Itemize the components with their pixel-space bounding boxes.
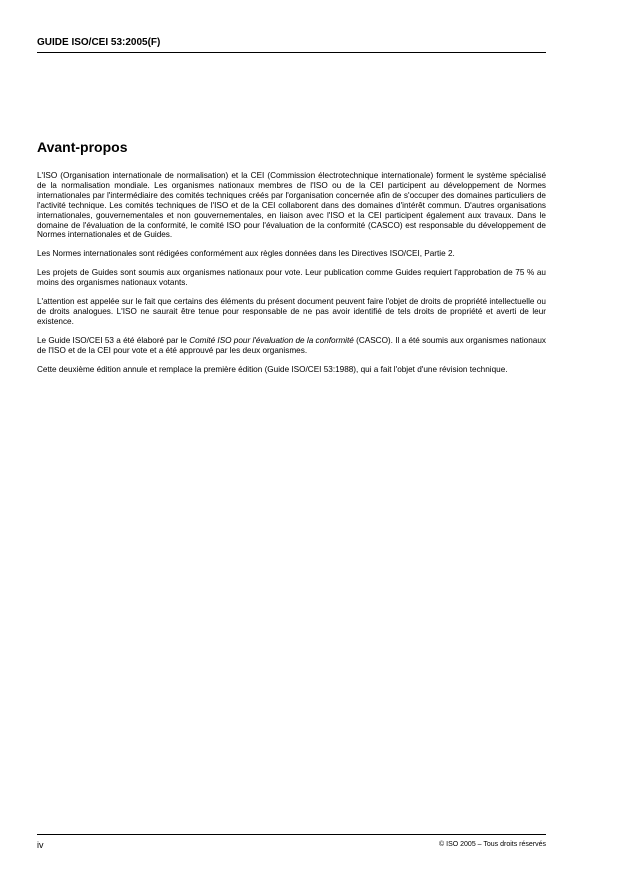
paragraph-3: Les projets de Guides sont soumis aux organismes nationaux pour vote. Leur publication comme Guides requiert l'approbation de 75 % au moins des organismes nationaux votants.: [37, 268, 546, 288]
paragraph-4: L'attention est appelée sur le fait que certains des éléments du présent document peuvent faire l'objet de droits de propriété intellectuelle ou de droits analogues. L'ISO ne saurait être tenue pour responsable de ne pas avoir identifié de tels droits de propriété et averti de leur existence.: [37, 297, 546, 326]
committee-name: Comité ISO pour l'évaluation de la conformité: [189, 335, 354, 345]
header-divider: [37, 52, 546, 53]
paragraph-1: L'ISO (Organisation internationale de normalisation) et la CEI (Commission électrotechnique internationale) forment le système spécialisé de la normalisation mondiale. Les organismes nationaux membres de l'ISO ou de la CEI participent au développement de Normes internationales par l'intermédiaire des comités techniques créés par l'organisation concernée afin de s'occuper des domaines particuliers de l'activité technique. Les comités techniques de l'ISO et de la CEI collaborent dans des domaines d'intérêt commun. D'autres organisations internationales, gouvernementales et non gouvernementales, en liaison avec l'ISO et la CEI participent également aux travaux. Dans le domaine de l'évaluation de la conformité, le comité ISO pour l'évaluation de la conformité (CASCO) est responsable du développement de Normes internationales et de Guides.: [37, 171, 546, 240]
copyright-notice: © ISO 2005 – Tous droits réservés: [439, 841, 546, 848]
document-header: GUIDE ISO/CEI 53:2005(F): [37, 37, 161, 48]
paragraph-5-end: (CASCO). Il a été soumis aux organismes nationaux de l'ISO et de la CEI pour vote et a été approuvé par les deux organismes.: [37, 335, 546, 355]
paragraph-5-start: Le Guide ISO/CEI 53 a été élaboré par le: [37, 335, 190, 345]
footer-divider: [37, 834, 546, 835]
section-title: Avant-propos: [37, 139, 128, 155]
paragraph-6: Cette deuxième édition annule et remplace la première édition (Guide ISO/CEI 53:1988), qui a fait l'objet d'une révision technique.: [37, 364, 508, 374]
paragraph-5: [37, 336, 546, 356]
page-number: iv: [37, 840, 44, 850]
paragraph-2: Les Normes internationales sont rédigées conformément aux règles données dans les Directives ISO/CEI, Partie 2.: [37, 249, 455, 259]
foreword-body: [37, 171, 546, 384]
